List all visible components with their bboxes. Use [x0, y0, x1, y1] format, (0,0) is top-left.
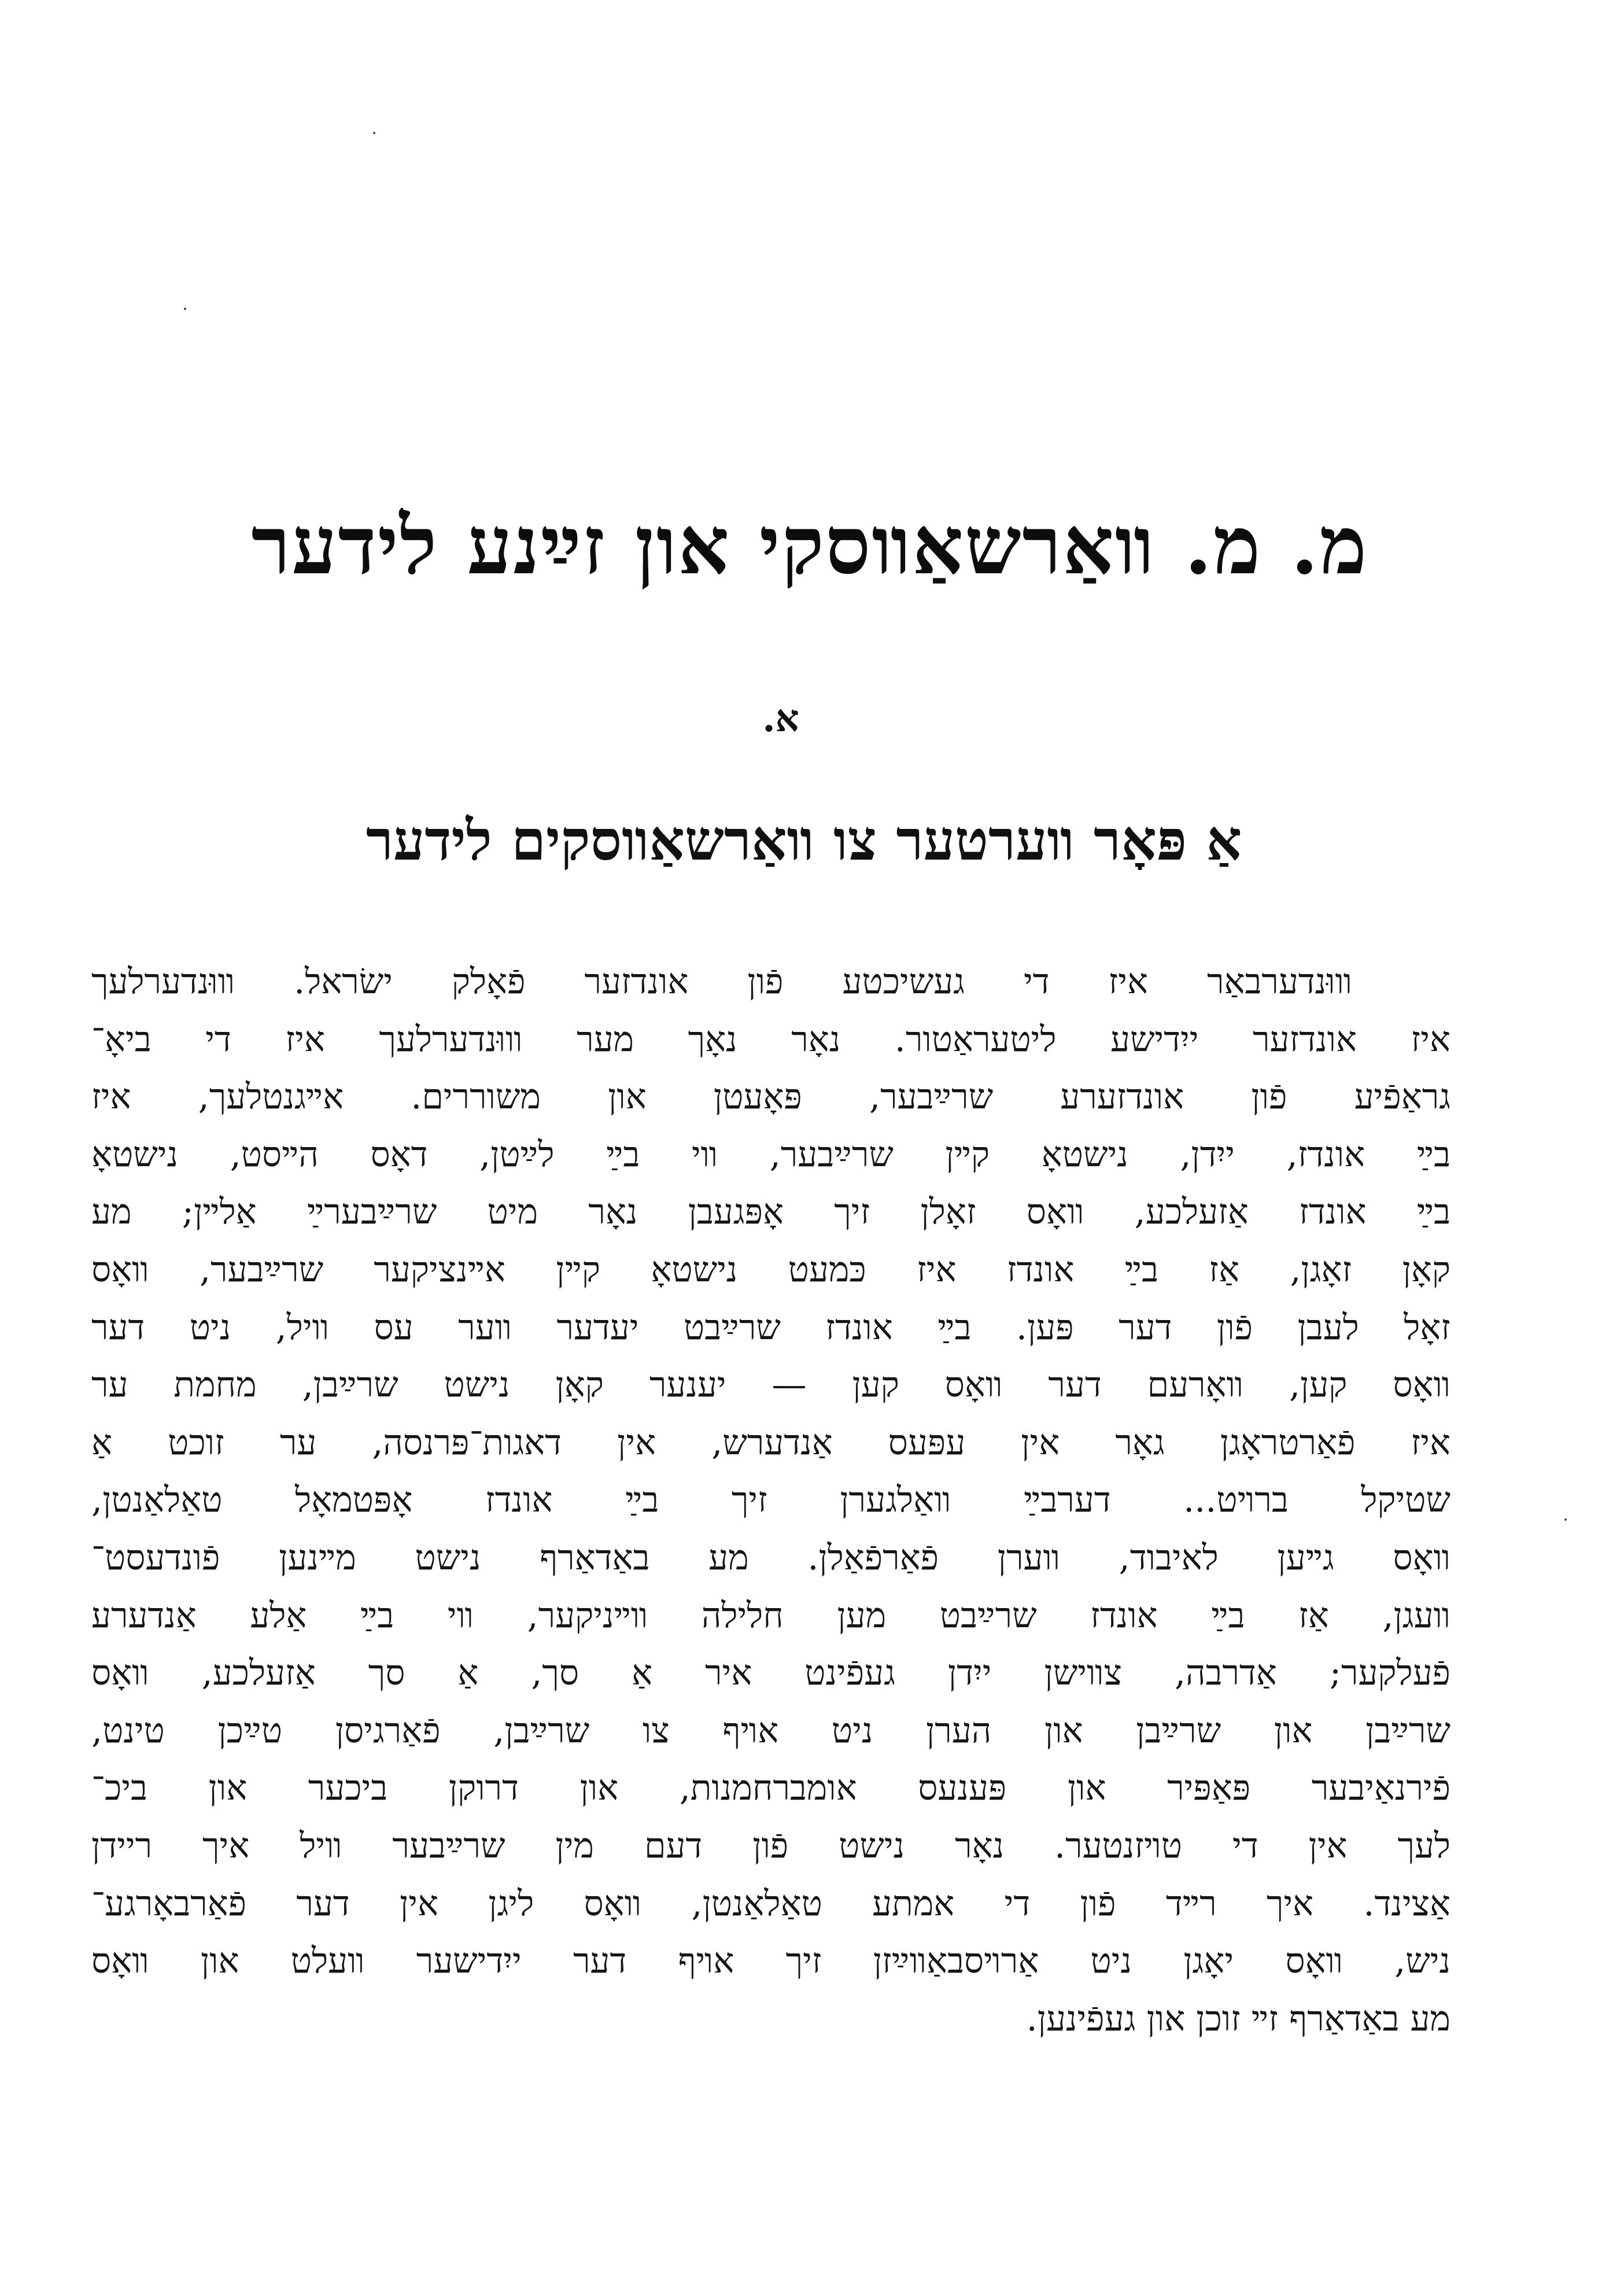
scan-speck: [1564, 1518, 1567, 1521]
text-line: אַצינד. איך רײד פֿון די אמתע טאַלאַנטן, װאָס ליגן אין דער פֿאַרבאָרגע־: [91, 1883, 1450, 1924]
text-line: װאָס גײען לאיבוד, װערן פֿאַרפֿאַלן. מע באַדאַרף נישט מײנען פֿונדעסט־: [91, 1537, 1450, 1578]
page-title: מ. מ. װאַרשאַװסקי און זײַנע לידער: [251, 498, 1368, 592]
text-line: לעך אין די טױזנטער. נאָר נישט פֿון דעם מין שרײַבער װיל איך ריידן: [91, 1825, 1450, 1866]
text-line: מע באַדאַרף זײ זוכן און געפֿינען.: [1026, 1998, 1450, 2039]
text-line: װעגן, אַז בײַ אונדז שרײַבט מען חלילה װײניקער, װי בײַ אַלע אַנדערע: [91, 1595, 1450, 1636]
text-line: בײַ אונדז אַזעלכע, װאָס זאָלן זיך אָפּגעבן נאָר מיט שרײַבערײַ אַלײן; מע: [91, 1192, 1450, 1233]
section-number: א.: [762, 697, 799, 740]
text-line: שרײַבן און שרײַבן און הערן ניט אױף צו שרײַבן, פֿאַרגיסן טײַכן טינט,: [91, 1710, 1450, 1751]
text-line: גראַפֿיע פֿון אונדזערע שרײַבער, פּאָעטן און משוררים. אײגנטלעך, איז: [91, 1076, 1450, 1118]
scan-speck: [373, 132, 375, 134]
text-line: איז אונדזער ייִדישע ליטעראַטור. נאָר נאָך מער װוּנדערלעך איז די ביאָ־: [91, 1019, 1450, 1060]
text-line: פֿירנאַיבער פּאַפּיר און פּענעס אומברחמנות, און דרוקן ביכער און ביכ־: [91, 1768, 1451, 1809]
text-line: פֿעלקער; אַדרבה, צװישן ייִדן געפֿינט איר אַ סך, אַ סך אַזעלכע, װאָס: [91, 1653, 1450, 1694]
text-line: בײַ אונדז, ייִדן, נישטאָ קײן שרײַבער, װי בײַ לײַטן, דאָס הײסט, נישטאָ: [91, 1134, 1450, 1175]
text-line: קאָן זאָגן, אַז בײַ אונדז איז כּמעט נישטאָ קײן אײנציקער שרײַבער, װאָס: [91, 1249, 1450, 1290]
text-line: זאָל לעבן פֿון דער פּען. בײַ אונדז שרײַבט יעדער װער עס װיל, ניט דער: [91, 1307, 1450, 1348]
text-line: שטיקל ברױט... דערבײַ װאַלגערן זיך בײַ אונדז אָפּטמאָל טאַלאַנטן,: [91, 1480, 1450, 1521]
text-line: װאָס קען, װאָרעם דער װאָס קען — יענער קאָן נישט שרײַבן, מחמת ער: [91, 1365, 1450, 1406]
text-line: װוּנדערבאַר איז די געשיכטע פֿון אונדזער פֿאָלק ישׂראל. װוּנדערלעך: [91, 961, 1352, 1002]
body-paragraph: [91, 953, 1450, 2048]
section-heading: אַ פּאָר װערטער צו װאַרשאַװסקים לידער: [366, 808, 1242, 873]
text-line: איז פֿאַרטראָגן גאָר אין עפּעס אַנדערש, אין דאגות־פּרנסה, ער זוכט אַ: [91, 1422, 1450, 1463]
text-line: ניש, װאָס יאָגן ניט אַרױסבאַװײַזן זיך אױף דער ייִדישער װעלט און װאָס: [91, 1941, 1450, 1982]
scan-speck: [184, 308, 186, 310]
